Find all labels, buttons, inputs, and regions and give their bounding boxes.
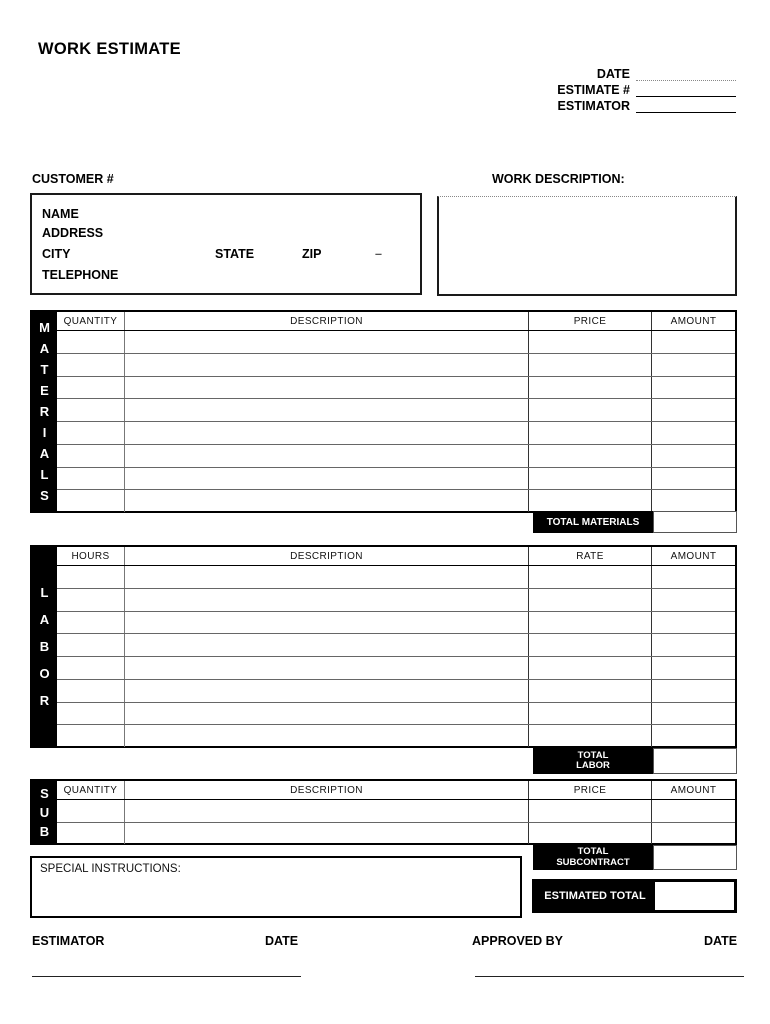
total-materials-row bbox=[533, 511, 737, 533]
price-cell[interactable] bbox=[528, 468, 651, 490]
total-labor-label bbox=[533, 748, 653, 774]
labor-rows bbox=[57, 566, 735, 747]
description-cell[interactable] bbox=[124, 399, 528, 421]
table-row bbox=[57, 489, 735, 512]
amount-cell[interactable] bbox=[651, 800, 735, 822]
subcontract-header-row bbox=[57, 781, 735, 800]
estimated-total-value[interactable] bbox=[655, 882, 734, 910]
state-label: STATE bbox=[215, 247, 255, 261]
footer-approved-date-label: DATE bbox=[704, 934, 738, 948]
price-cell[interactable] bbox=[528, 800, 651, 822]
estimate-number-field-row bbox=[557, 84, 736, 97]
materials-table bbox=[30, 310, 737, 513]
subcontract-amount-header: AMOUNT bbox=[651, 781, 735, 799]
quantity-cell[interactable] bbox=[57, 354, 124, 376]
labor-rate-header: RATE bbox=[528, 547, 651, 565]
description-cell[interactable] bbox=[124, 377, 528, 399]
amount-cell[interactable] bbox=[651, 377, 735, 399]
total-materials-value[interactable] bbox=[653, 511, 737, 533]
address-label: ADDRESS bbox=[42, 226, 104, 240]
description-cell[interactable] bbox=[124, 800, 528, 822]
description-cell[interactable] bbox=[124, 331, 528, 353]
description-cell[interactable] bbox=[124, 634, 528, 656]
total-subcontract-value[interactable] bbox=[653, 845, 737, 870]
quantity-cell[interactable] bbox=[57, 377, 124, 399]
description-cell[interactable] bbox=[124, 680, 528, 702]
labor-header-row bbox=[57, 547, 735, 566]
hours-cell[interactable] bbox=[57, 657, 124, 679]
labor-table bbox=[30, 545, 737, 748]
total-labor-value[interactable] bbox=[653, 748, 737, 774]
table-row bbox=[57, 376, 735, 399]
rate-cell[interactable] bbox=[528, 680, 651, 702]
total-labor-row bbox=[533, 748, 737, 774]
rate-cell[interactable] bbox=[528, 634, 651, 656]
materials-side-label: M A T E R I A L S bbox=[32, 312, 57, 511]
table-row bbox=[57, 398, 735, 421]
rate-cell[interactable] bbox=[528, 566, 651, 588]
quantity-cell[interactable] bbox=[57, 422, 124, 444]
table-row bbox=[57, 353, 735, 376]
total-subcontract-row bbox=[533, 845, 737, 870]
total-labor-label-line1: TOTAL bbox=[577, 749, 609, 761]
rate-cell[interactable] bbox=[528, 703, 651, 725]
work-description-heading: WORK DESCRIPTION: bbox=[492, 172, 625, 186]
zip-dash: – bbox=[375, 247, 382, 261]
table-row bbox=[57, 800, 735, 822]
footer-approved-by-label: APPROVED BY bbox=[472, 934, 563, 948]
approved-by-signature-line[interactable] bbox=[475, 976, 744, 977]
quantity-cell[interactable] bbox=[57, 331, 124, 353]
work-description-box[interactable] bbox=[437, 196, 737, 296]
hours-cell[interactable] bbox=[57, 589, 124, 611]
estimator-field-row bbox=[557, 100, 736, 113]
quantity-cell[interactable] bbox=[57, 490, 124, 512]
description-cell[interactable] bbox=[124, 566, 528, 588]
subcontract-rows bbox=[57, 800, 735, 844]
description-cell[interactable] bbox=[124, 422, 528, 444]
description-cell[interactable] bbox=[124, 589, 528, 611]
customer-number-heading: CUSTOMER # bbox=[32, 172, 114, 186]
name-label: NAME bbox=[42, 207, 79, 221]
table-row bbox=[57, 588, 735, 611]
table-row bbox=[57, 724, 735, 747]
total-subcontract-label-line2: SUBCONTRACT bbox=[556, 856, 630, 868]
hours-cell[interactable] bbox=[57, 634, 124, 656]
total-subcontract-label-line1: TOTAL bbox=[577, 846, 609, 857]
amount-cell[interactable] bbox=[651, 331, 735, 353]
description-cell[interactable] bbox=[124, 468, 528, 490]
description-cell[interactable] bbox=[124, 612, 528, 634]
description-cell[interactable] bbox=[124, 354, 528, 376]
table-row bbox=[57, 467, 735, 490]
rate-cell[interactable] bbox=[528, 612, 651, 634]
estimated-total-label: ESTIMATED TOTAL bbox=[535, 882, 655, 910]
price-cell[interactable] bbox=[528, 354, 651, 376]
amount-cell[interactable] bbox=[651, 490, 735, 512]
price-cell[interactable] bbox=[528, 399, 651, 421]
table-row bbox=[57, 702, 735, 725]
price-cell[interactable] bbox=[528, 331, 651, 353]
hours-cell[interactable] bbox=[57, 703, 124, 725]
description-cell[interactable] bbox=[124, 703, 528, 725]
rate-cell[interactable] bbox=[528, 657, 651, 679]
date-label: DATE bbox=[596, 67, 630, 81]
table-row bbox=[57, 656, 735, 679]
amount-cell[interactable] bbox=[651, 725, 735, 747]
hours-cell[interactable] bbox=[57, 612, 124, 634]
materials-amount-header: AMOUNT bbox=[651, 312, 735, 330]
hours-cell[interactable] bbox=[57, 566, 124, 588]
special-instructions-label: SPECIAL INSTRUCTIONS: bbox=[40, 863, 181, 875]
labor-amount-header: AMOUNT bbox=[651, 547, 735, 565]
labor-description-header: DESCRIPTION bbox=[124, 547, 528, 565]
description-cell[interactable] bbox=[124, 725, 528, 747]
table-row bbox=[57, 331, 735, 353]
description-cell[interactable] bbox=[124, 823, 528, 845]
table-row bbox=[57, 822, 735, 845]
description-cell[interactable] bbox=[124, 445, 528, 467]
quantity-cell[interactable] bbox=[57, 800, 124, 822]
price-cell[interactable] bbox=[528, 823, 651, 845]
amount-cell[interactable] bbox=[651, 445, 735, 467]
table-row bbox=[57, 566, 735, 588]
price-cell[interactable] bbox=[528, 377, 651, 399]
customer-info-box[interactable] bbox=[30, 193, 422, 295]
zip-label: ZIP bbox=[302, 247, 322, 261]
description-cell[interactable] bbox=[124, 490, 528, 512]
hours-cell[interactable] bbox=[57, 680, 124, 702]
estimator-input-line[interactable] bbox=[636, 100, 736, 113]
table-row bbox=[57, 611, 735, 634]
materials-header-row bbox=[57, 312, 735, 331]
total-subcontract-label bbox=[533, 845, 653, 870]
amount-cell[interactable] bbox=[651, 657, 735, 679]
telephone-label: TELEPHONE bbox=[42, 268, 119, 282]
page-title: WORK ESTIMATE bbox=[38, 40, 181, 58]
date-field-row bbox=[557, 68, 736, 81]
amount-cell[interactable] bbox=[651, 589, 735, 611]
rate-cell[interactable] bbox=[528, 725, 651, 747]
price-cell[interactable] bbox=[528, 490, 651, 512]
price-cell[interactable] bbox=[528, 422, 651, 444]
header-fields bbox=[557, 68, 736, 113]
materials-price-header: PRICE bbox=[528, 312, 651, 330]
materials-description-header: DESCRIPTION bbox=[124, 312, 528, 330]
quantity-cell[interactable] bbox=[57, 445, 124, 467]
amount-cell[interactable] bbox=[651, 823, 735, 845]
labor-side-label: L A B O R bbox=[32, 547, 57, 746]
amount-cell[interactable] bbox=[651, 680, 735, 702]
subcontract-side-label: S U B bbox=[32, 781, 57, 843]
table-row bbox=[57, 421, 735, 444]
total-materials-label-text: TOTAL MATERIALS bbox=[546, 516, 640, 528]
subcontract-quantity-header: QUANTITY bbox=[63, 784, 118, 796]
subcontract-description-header: DESCRIPTION bbox=[124, 781, 528, 799]
materials-quantity-header: QUANTITY bbox=[63, 315, 118, 327]
amount-cell[interactable] bbox=[651, 468, 735, 490]
table-row bbox=[57, 444, 735, 467]
amount-cell[interactable] bbox=[651, 422, 735, 444]
amount-cell[interactable] bbox=[651, 566, 735, 588]
subcontract-table bbox=[30, 779, 737, 845]
description-cell[interactable] bbox=[124, 657, 528, 679]
city-label: CITY bbox=[42, 247, 71, 261]
date-input-line[interactable] bbox=[636, 68, 736, 81]
subcontract-price-header: PRICE bbox=[528, 781, 651, 799]
estimate-number-input-line[interactable] bbox=[636, 84, 736, 97]
quantity-cell[interactable] bbox=[57, 399, 124, 421]
amount-cell[interactable] bbox=[651, 703, 735, 725]
footer-date-label: DATE bbox=[265, 934, 299, 948]
rate-cell[interactable] bbox=[528, 589, 651, 611]
amount-cell[interactable] bbox=[651, 354, 735, 376]
total-materials-label bbox=[533, 511, 653, 533]
labor-hours-header: HOURS bbox=[71, 550, 110, 562]
footer-estimator-label: ESTIMATOR bbox=[32, 934, 105, 948]
table-row bbox=[57, 633, 735, 656]
table-row bbox=[57, 679, 735, 702]
estimated-total-row bbox=[532, 879, 737, 913]
amount-cell[interactable] bbox=[651, 634, 735, 656]
materials-rows bbox=[57, 331, 735, 512]
quantity-cell[interactable] bbox=[57, 468, 124, 490]
hours-cell[interactable] bbox=[57, 725, 124, 747]
special-instructions-box[interactable] bbox=[30, 856, 522, 918]
amount-cell[interactable] bbox=[651, 612, 735, 634]
price-cell[interactable] bbox=[528, 445, 651, 467]
amount-cell[interactable] bbox=[651, 399, 735, 421]
total-labor-label-line2: LABOR bbox=[576, 760, 610, 771]
estimator-signature-line[interactable] bbox=[32, 976, 301, 977]
estimate-number-label: ESTIMATE # bbox=[557, 83, 630, 97]
quantity-cell[interactable] bbox=[57, 823, 124, 845]
estimator-label: ESTIMATOR bbox=[557, 99, 630, 113]
